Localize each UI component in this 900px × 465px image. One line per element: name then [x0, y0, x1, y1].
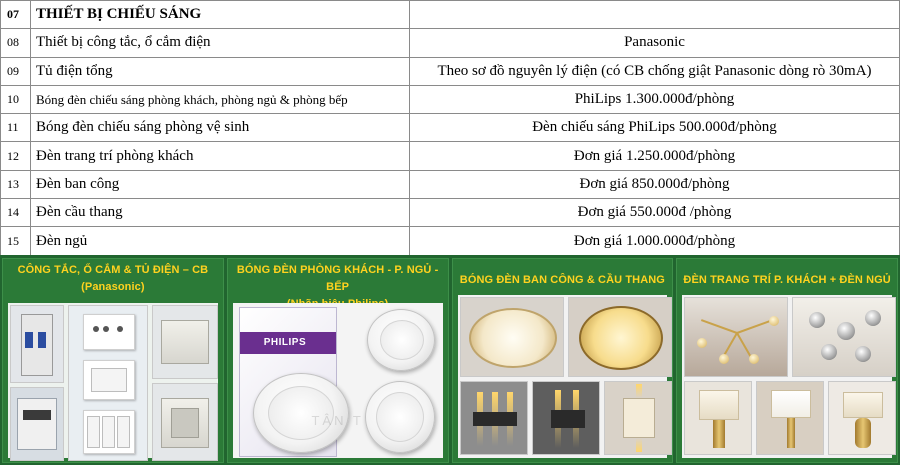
philips-brand-label: PHILIPS	[263, 337, 307, 348]
table-row	[1, 85, 900, 113]
row-number: 12	[1, 142, 31, 170]
chandelier-1	[684, 297, 788, 377]
panel-title	[677, 272, 897, 289]
table-row	[1, 199, 900, 227]
row-item: Đèn ban công	[31, 170, 410, 198]
panel-decor	[676, 258, 898, 463]
table-row	[1, 114, 900, 142]
product-strip	[0, 255, 900, 465]
table-row	[1, 57, 900, 85]
table-lamp-2	[756, 381, 824, 455]
wall-lamp-1	[460, 381, 528, 455]
chandelier-2	[792, 297, 896, 377]
balcony-image	[458, 295, 668, 458]
panel-title-line: ĐÈN TRANG TRÍ P. KHÁCH + ĐÈN NGỦ	[683, 274, 891, 286]
wall-lamp-3	[604, 381, 672, 455]
row-number: 08	[1, 29, 31, 57]
table-row	[1, 170, 900, 198]
row-number: 14	[1, 199, 31, 227]
row-value: Đơn giá 550.000đ /phòng	[410, 199, 900, 227]
switch-plates-image	[68, 305, 148, 461]
ceiling-light-2	[568, 297, 672, 377]
row-number: 10	[1, 85, 31, 113]
ceiling-light-1	[460, 297, 564, 377]
table-lamp-1	[684, 381, 752, 455]
junction-box-image	[152, 305, 218, 379]
row-item: Bóng đèn chiếu sáng phòng khách, phòng ngủ & phòng bếp	[31, 85, 410, 113]
row-item: THIẾT BỊ CHIẾU SÁNG	[31, 1, 410, 29]
row-value: Đèn chiếu sáng PhiLips 500.000đ/phòng	[410, 114, 900, 142]
row-item: Đèn cầu thang	[31, 199, 410, 227]
table-row	[1, 1, 900, 29]
table-row	[1, 142, 900, 170]
distribution-box-image	[10, 387, 64, 461]
row-number: 11	[1, 114, 31, 142]
row-item: Đèn trang trí phòng khách	[31, 142, 410, 170]
decor-image	[682, 295, 892, 458]
panel-subtitle: (Panasonic)	[81, 281, 145, 293]
row-value: Panasonic	[410, 29, 900, 57]
switches-image	[8, 303, 218, 458]
table-row	[1, 227, 900, 255]
panel-switches	[2, 258, 224, 463]
row-number: 15	[1, 227, 31, 255]
row-item: Thiết bị công tắc, ổ cắm điện	[31, 29, 410, 57]
panel-balcony	[452, 258, 674, 463]
row-number: 07	[1, 1, 31, 29]
row-value	[410, 1, 900, 29]
panel-title	[453, 272, 673, 289]
watermark-text: TÂN T	[311, 413, 364, 428]
row-number: 13	[1, 170, 31, 198]
row-number: 09	[1, 57, 31, 85]
downlight-top	[367, 309, 435, 371]
table-row	[1, 29, 900, 57]
row-item: Tủ điện tổng	[31, 57, 410, 85]
cb-breaker-image	[10, 305, 64, 383]
panel-title-line: BÓNG ĐÈN BAN CÔNG & CẦU THANG	[459, 274, 665, 286]
row-value: Theo sơ đồ nguyên lý điện (có CB chống giật Panasonic dòng rò 30mA)	[410, 57, 900, 85]
wall-lamp-2	[532, 381, 600, 455]
wall-box-image	[152, 383, 218, 461]
row-value: Đơn giá 1.250.000đ/phòng	[410, 142, 900, 170]
row-value: Đơn giá 850.000đ/phòng	[410, 170, 900, 198]
row-item: Bóng đèn chiếu sáng phòng vệ sinh	[31, 114, 410, 142]
row-item: Đèn ngủ	[31, 227, 410, 255]
table-lamp-3	[828, 381, 896, 455]
bulbs-image	[233, 303, 443, 458]
panel-title-line: BÓNG ĐÈN PHÒNG KHÁCH - P. NGỦ - BẾP	[236, 264, 439, 293]
row-value: PhiLips 1.300.000đ/phòng	[410, 85, 900, 113]
row-value: Đơn giá 1.000.000đ/phòng	[410, 227, 900, 255]
panel-title	[3, 262, 223, 296]
panel-bulbs	[227, 258, 449, 463]
panel-title-line: CÔNG TẮC, Ổ CẮM & TỦ ĐIỆN – CB	[17, 264, 209, 276]
